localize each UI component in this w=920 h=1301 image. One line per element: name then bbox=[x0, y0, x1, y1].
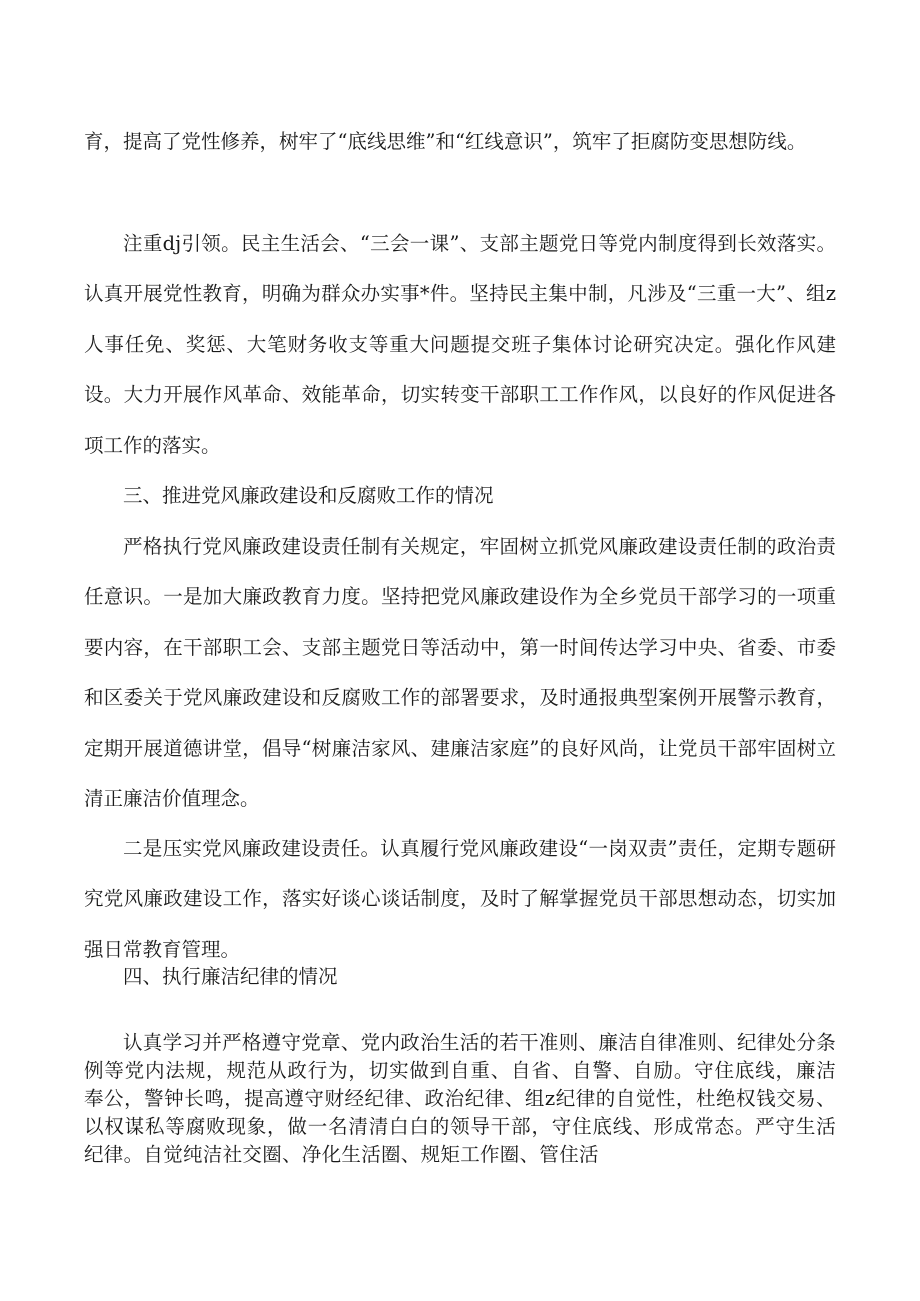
paragraph-5: 二是压实党风廉政建设责任。认真履行党风廉政建设“一岗双责”责任，定期专题研究党风廉政建设工作，落实好谈心谈话制度，及时了解掌握党员干部思想动态，切实加强日常教育管理。 bbox=[84, 837, 836, 961]
paragraph-1: 育，提高了党性修养，树牢了“底线思维”和“红线意识”，筑牢了拒腐防变思想防线。 bbox=[84, 130, 807, 153]
section-heading-4: 四、执行廉洁纪律的情况 bbox=[123, 965, 338, 988]
paragraph-7: 认真学习并严格遵守党章、党内政治生活的若干准则、廉洁自律准则、纪律处分条例等党内法规，规范从政行为，切实做到自重、自省、自警、自励。守住底线，廉洁奉公，警钟长鸣，提高遵守财经纪律、政治纪律、组z纪律的自觉性，杜绝权钱交易、以权谋私等腐败现象，做一名清清白白的领导干部，守住底线、形成常态。严守生活纪律。自觉纯洁社交圈、净化生活圈、规矩工作圈、管住活 bbox=[84, 1031, 836, 1166]
section-heading-3: 三、推进党风廉政建设和反腐败工作的情况 bbox=[123, 484, 494, 507]
paragraph-2: 注重dj引领。民主生活会、“三会一课”、支部主题党日等党内制度得到长效落实。认真开展党性教育，明确为群众办实事*件。坚持民主集中制，凡涉及“三重一大”、组z人事任免、奖惩、大笔财务收支等重大问题提交班子集体讨论研究决定。强化作风建设。大力开展作风革命、效能革命，切实转变干部职工工作作风，以良好的作风促进各项工作的落实。 bbox=[84, 232, 836, 457]
paragraph-4: 严格执行党风廉政建设责任制有关规定，牢固树立抓党风廉政建设责任制的政治责任意识。一是加大廉政教育力度。坚持把党风廉政建设作为全乡党员干部学习的一项重要内容，在干部职工会、支部主题党日等活动中，第一时间传达学习中央、省委、市委和区委关于党风廉政建设和反腐败工作的部署要求，及时通报典型案例开展警示教育，定期开展道德讲堂，倡导“树廉洁家风、建廉洁家庭”的良好风尚，让党员干部牢固树立清正廉洁价值理念。 bbox=[84, 535, 836, 811]
